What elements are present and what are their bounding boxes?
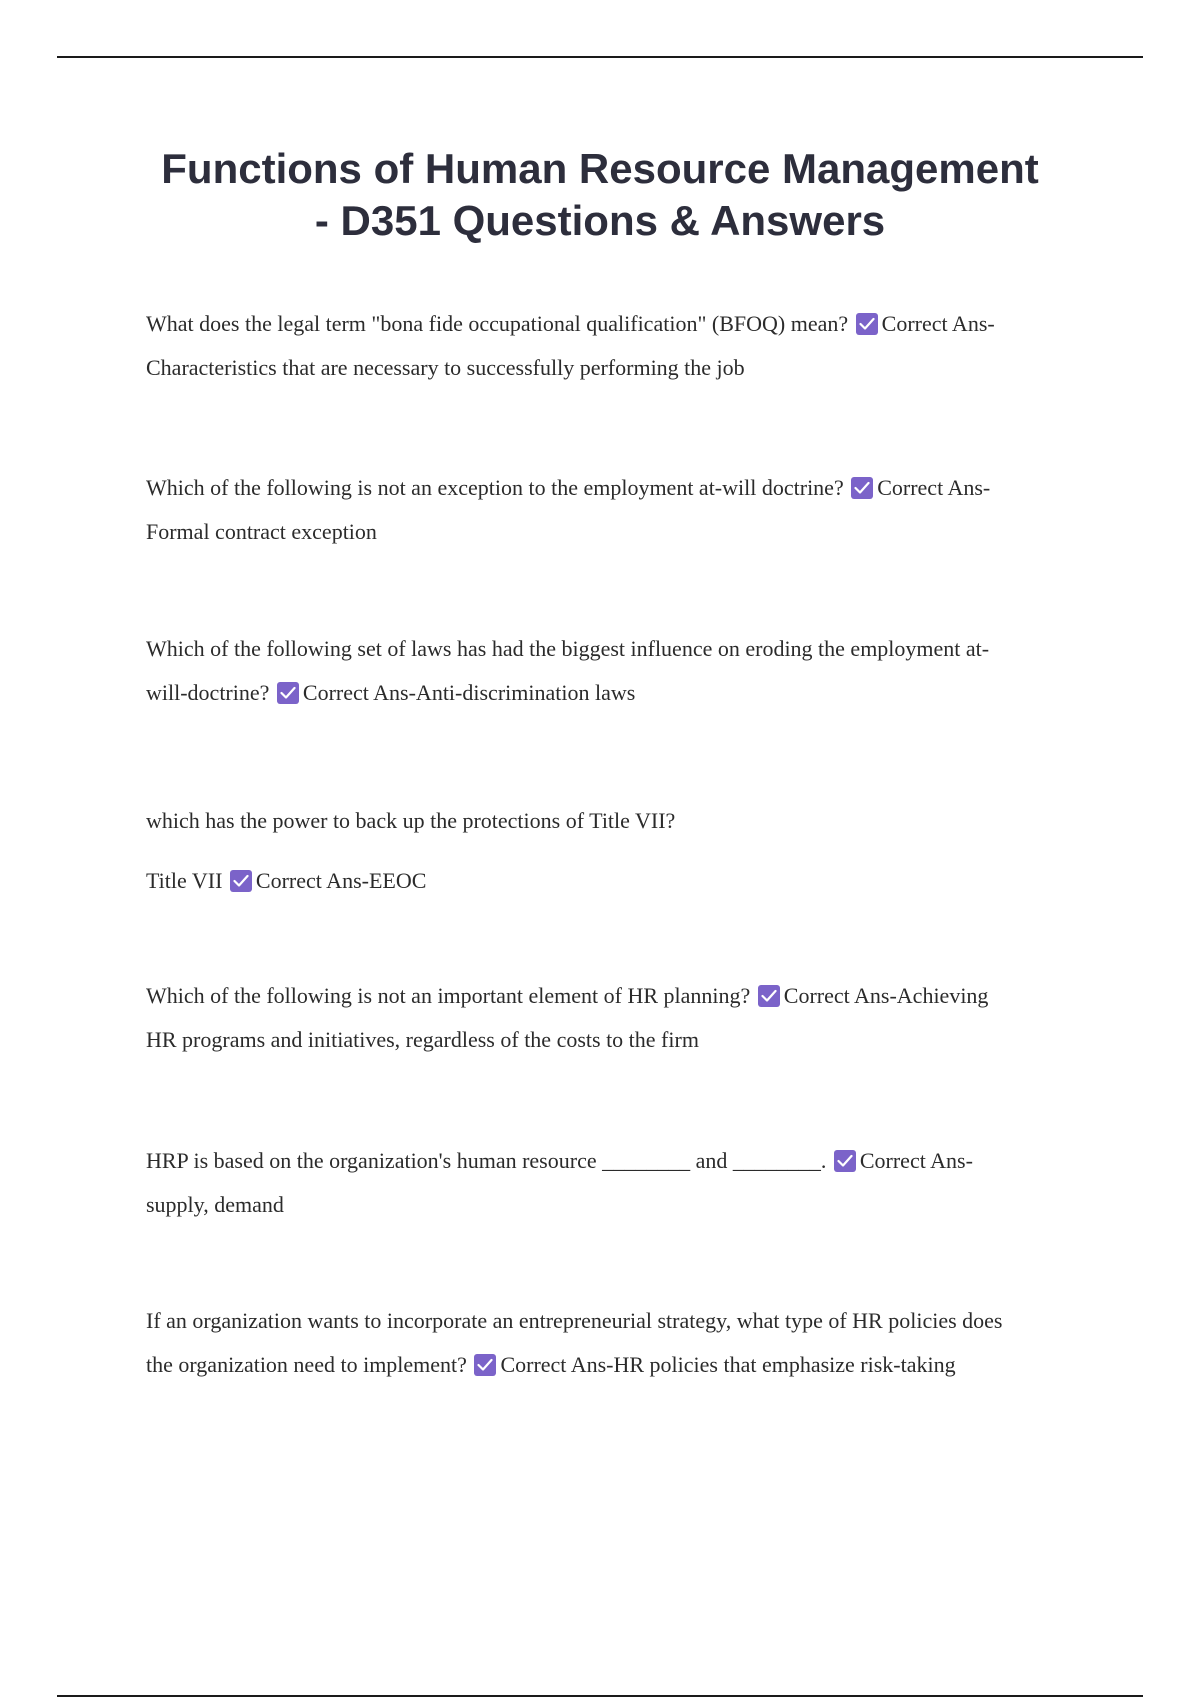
question-text: which has the power to back up the protections of Title VII? bbox=[146, 808, 676, 833]
answer-text: Correct Ans-EEOC bbox=[255, 868, 427, 893]
checkmark-icon bbox=[277, 682, 299, 704]
answer-text-continued: supply, demand bbox=[146, 1192, 284, 1217]
top-rule bbox=[57, 56, 1143, 58]
qa-item-7 bbox=[146, 1299, 1096, 1387]
qa-item-2 bbox=[146, 466, 1096, 554]
page-title bbox=[100, 143, 1100, 247]
question-text-continued: the organization need to implement? bbox=[146, 1352, 467, 1377]
qa-item-5 bbox=[146, 974, 1096, 1062]
answer-text-continued: Characteristics that are necessary to successfully performing the job bbox=[146, 355, 745, 380]
qa-item-6 bbox=[146, 1139, 1096, 1227]
answer-text: Correct Ans-HR policies that emphasize risk-taking bbox=[500, 1352, 956, 1377]
checkmark-icon bbox=[856, 313, 878, 335]
answer-text: Correct Ans- bbox=[881, 311, 995, 336]
question-text: If an organization wants to incorporate an entrepreneurial strategy, what type of HR policies does bbox=[146, 1308, 1003, 1333]
checkmark-icon bbox=[851, 477, 873, 499]
answer-text: Correct Ans-Anti-discrimination laws bbox=[302, 680, 636, 705]
question-text: Which of the following is not an important element of HR planning? bbox=[146, 983, 751, 1008]
answer-text: Correct Ans- bbox=[877, 475, 991, 500]
checkmark-icon bbox=[834, 1150, 856, 1172]
qa-item-3 bbox=[146, 627, 1096, 715]
answer-text: Correct Ans-Achieving bbox=[783, 983, 989, 1008]
answer-text: Correct Ans- bbox=[859, 1148, 973, 1173]
answer-text-continued: Formal contract exception bbox=[146, 519, 377, 544]
qa-item-1 bbox=[146, 302, 1096, 390]
title-line-2: - D351 Questions & Answers bbox=[314, 197, 886, 244]
question-text-continued: Title VII bbox=[146, 868, 223, 893]
checkmark-icon bbox=[230, 870, 252, 892]
question-text: Which of the following set of laws has had the biggest influence on eroding the employment at- bbox=[146, 636, 990, 661]
question-text-continued: will-doctrine? bbox=[146, 680, 270, 705]
qa-item-4 bbox=[146, 791, 1096, 911]
question-text: HRP is based on the organization's human resource ________ and ________. bbox=[146, 1148, 827, 1173]
question-text: Which of the following is not an exception to the employment at-will doctrine? bbox=[146, 475, 844, 500]
bottom-rule bbox=[57, 1695, 1143, 1697]
title-line-1: Functions of Human Resource Management bbox=[161, 145, 1039, 192]
answer-text-continued: HR programs and initiatives, regardless of the costs to the firm bbox=[146, 1027, 699, 1052]
checkmark-icon bbox=[758, 985, 780, 1007]
question-text: What does the legal term "bona fide occupational qualification" (BFOQ) mean? bbox=[146, 311, 849, 336]
checkmark-icon bbox=[474, 1354, 496, 1376]
